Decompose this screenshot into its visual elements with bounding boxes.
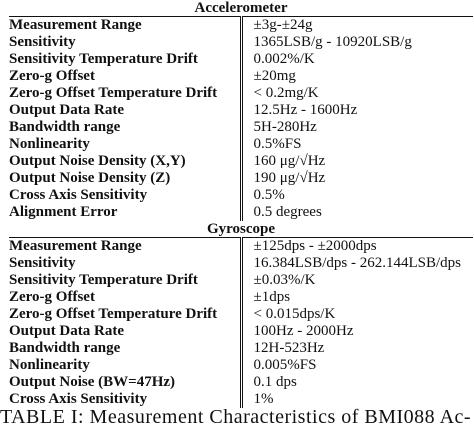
parameter-name: Bandwidth range	[9, 119, 121, 135]
table-row	[9, 34, 473, 51]
table-row	[9, 357, 473, 374]
parameter-name: Sensitivity Temperature Drift	[9, 51, 198, 67]
table-row	[9, 323, 473, 340]
parameter-name: Nonlinearity	[9, 136, 90, 152]
table-row	[9, 17, 473, 35]
parameter-name: Nonlinearity	[9, 357, 90, 373]
parameter-value: 0.002%/K	[241, 51, 473, 68]
parameter-name: Zero-g Offset Temperature Drift	[9, 306, 218, 322]
parameter-value: ±0.03%/K	[241, 272, 473, 289]
parameter-value: 190 μg/√Hz	[241, 170, 473, 187]
table-row	[9, 374, 473, 391]
parameter-value: 12.5Hz - 1600Hz	[241, 102, 473, 119]
table-body	[9, 0, 473, 408]
parameter-value: ±125dps - ±2000dps	[241, 238, 473, 256]
table-row	[9, 153, 473, 170]
table-row	[9, 85, 473, 102]
parameter-name: Output Data Rate	[9, 102, 124, 118]
parameter-name: Measurement Range	[9, 17, 142, 33]
section-title: Accelerometer	[9, 0, 473, 17]
table-row	[9, 102, 473, 119]
table-row	[9, 340, 473, 357]
section-title: Gyroscope	[9, 221, 473, 238]
parameter-name: Output Noise Density (Z)	[9, 170, 171, 186]
parameter-name: Alignment Error	[9, 204, 118, 220]
parameter-value: 100Hz - 2000Hz	[241, 323, 473, 340]
parameter-value: 160 μg/√Hz	[241, 153, 473, 170]
table-row	[9, 170, 473, 187]
parameter-value: 1365LSB/g - 10920LSB/g	[241, 34, 473, 51]
table-row	[9, 306, 473, 323]
table-row	[9, 68, 473, 85]
measurement-characteristics-table	[9, 0, 473, 408]
parameter-name: Cross Axis Sensitivity	[9, 187, 148, 203]
parameter-name: Zero-g Offset	[9, 68, 95, 84]
table-row	[9, 255, 473, 272]
parameter-name: Sensitivity	[9, 255, 76, 271]
parameter-value: ±1dps	[241, 289, 473, 306]
parameter-name: Bandwidth range	[9, 340, 121, 356]
parameter-name: Sensitivity	[9, 34, 76, 50]
parameter-value: < 0.2mg/K	[241, 85, 473, 102]
parameter-name: Zero-g Offset Temperature Drift	[9, 85, 218, 101]
table-row	[9, 51, 473, 68]
parameter-name: Output Noise (BW=47Hz)	[9, 374, 176, 390]
section-header-row	[9, 0, 473, 17]
table-row	[9, 204, 473, 221]
parameter-name: Measurement Range	[9, 238, 142, 254]
parameter-name: Output Data Rate	[9, 323, 124, 339]
parameter-value: 0.5%	[241, 187, 473, 204]
table-row	[9, 238, 473, 256]
table-row	[9, 272, 473, 289]
parameter-value: 5H-280Hz	[241, 119, 473, 136]
parameter-name: Cross Axis Sensitivity	[9, 391, 148, 407]
table-row	[9, 289, 473, 306]
parameter-value: 12H-523Hz	[241, 340, 473, 357]
parameter-value: ±20mg	[241, 68, 473, 85]
parameter-value: 0.5 degrees	[241, 204, 473, 221]
parameter-value: 0.005%FS	[241, 357, 473, 374]
parameter-value: 16.384LSB/dps - 262.144LSB/dps	[241, 255, 473, 272]
parameter-name: Zero-g Offset	[9, 289, 95, 305]
parameter-name: Sensitivity Temperature Drift	[9, 272, 198, 288]
parameter-value: 1%	[241, 391, 473, 408]
parameter-value: 0.1 dps	[241, 374, 473, 391]
parameter-value: 0.5%FS	[241, 136, 473, 153]
table-row	[9, 136, 473, 153]
table-row	[9, 119, 473, 136]
parameter-value: ±3g-±24g	[241, 17, 473, 35]
parameter-name: Output Noise Density (X,Y)	[9, 153, 186, 169]
section-header-row	[9, 221, 473, 238]
table-caption: TABLE I: Measurement Characteristics of BMI088 Ac-	[0, 406, 472, 428]
table-row	[9, 187, 473, 204]
parameter-value: < 0.015dps/K	[241, 306, 473, 323]
